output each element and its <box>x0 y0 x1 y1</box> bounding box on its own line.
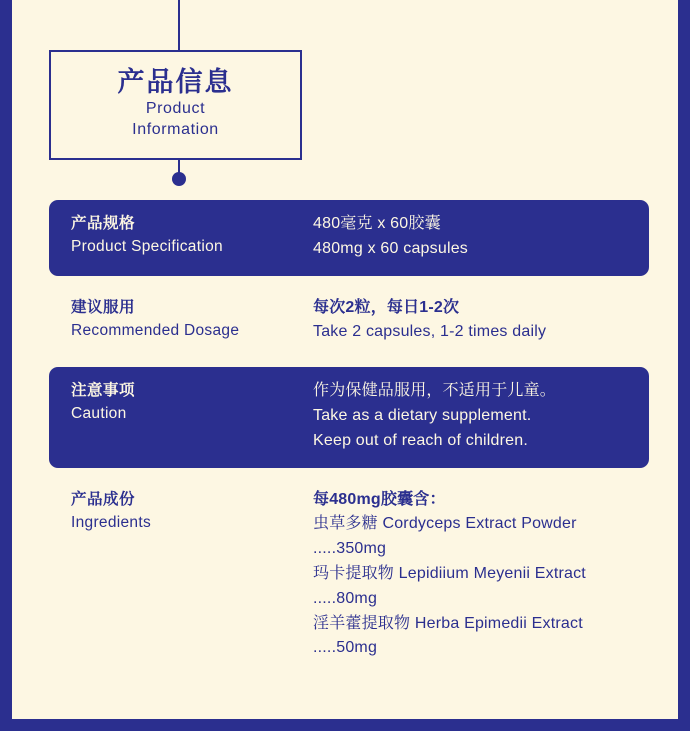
row-value-line: 每480mg胶囊含： <box>313 490 446 508</box>
table-row <box>49 200 649 276</box>
row-label-en: Ingredients <box>71 513 151 531</box>
row-value-line: 480mg x 60 capsules <box>313 239 469 257</box>
row-label-cn: 产品成份 <box>71 490 136 508</box>
row-label <box>71 212 313 262</box>
page-title <box>49 50 302 160</box>
row-value-line: .....50mg <box>313 639 378 657</box>
row-label <box>71 379 313 453</box>
table-row <box>49 284 649 360</box>
row-value-line: 作为保健品服用，不适用于儿童。 <box>313 382 557 400</box>
info-rows <box>49 200 649 681</box>
row-spacer <box>49 276 649 284</box>
row-label <box>71 488 313 662</box>
connector-bullet-icon <box>172 172 186 186</box>
row-label-cn: 建议服用 <box>71 298 136 316</box>
row-label-cn: 产品规格 <box>71 215 136 232</box>
row-value-line: Take as a dietary supplement. <box>313 406 532 424</box>
row-value-line: Take 2 capsules, 1-2 times daily <box>313 323 547 341</box>
page-title-cn: 产品信息 <box>117 67 234 97</box>
row-value-line: 每次2粒，每日1-2次 <box>313 298 460 316</box>
page-title-en-line2: Information <box>132 121 219 139</box>
row-value-line: .....350mg <box>313 540 387 558</box>
row-spacer <box>49 359 649 367</box>
row-label-cn: 注意事项 <box>71 382 136 400</box>
row-label-en: Caution <box>71 405 127 423</box>
row-value <box>313 212 627 262</box>
row-label <box>71 296 313 346</box>
table-row <box>49 476 649 682</box>
page-title-en-line1: Product <box>145 99 206 117</box>
row-value <box>313 379 627 453</box>
row-value <box>313 488 627 662</box>
row-value-line: 玛卡提取物 Lepidiium Meyenii Extract <box>313 564 586 582</box>
table-row <box>49 367 649 467</box>
row-value-line: .....80mg <box>313 589 378 607</box>
row-spacer <box>49 468 649 476</box>
row-value-line: 480毫克 x 60胶囊 <box>313 215 441 232</box>
row-label-en: Product Specification <box>71 238 223 256</box>
row-value <box>313 296 627 346</box>
row-value-line: 淫羊藿提取物 Herba Epimedii Extract <box>313 614 583 632</box>
row-value-line: 虫草多糖 Cordyceps Extract Powder <box>313 515 577 533</box>
row-label-en: Recommended Dosage <box>71 321 240 339</box>
row-value-line: Keep out of reach of children. <box>313 431 529 449</box>
